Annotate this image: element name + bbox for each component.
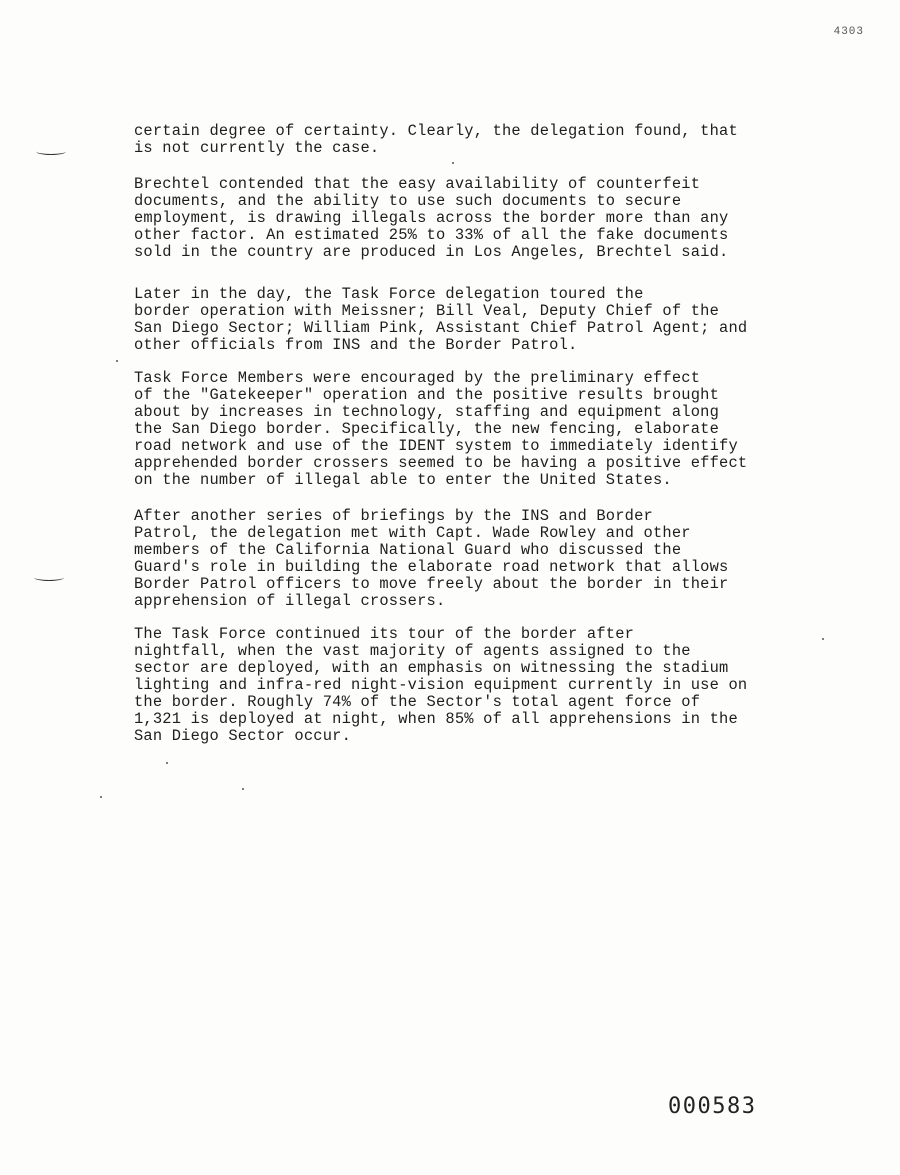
scan-speck: [452, 162, 454, 164]
scan-speck: [100, 796, 102, 798]
paragraph-counterfeit-documents: Brechtel contended that the easy availability of counterfeit documents, and the ability to use such documents to secure employment, is drawing illegals across the border more than any other factor. An estimated 25% to 33% of all the fake documents sold in the country are produced in Los Angeles, Brechtel said.: [134, 175, 729, 261]
scan-speck: [116, 360, 118, 362]
scan-speck: [166, 762, 168, 764]
paragraph-border-tour: Later in the day, the Task Force delegation toured the border operation with Meissner; Bill Veal, Deputy Chief of the San Diego Sector; William Pink, Assistant Chief Patrol Agent; and other officials from INS and the Border Patrol.: [134, 285, 748, 354]
bates-number: 000583: [668, 1094, 757, 1119]
margin-mark: [34, 574, 64, 581]
scan-speck: [242, 788, 244, 790]
paragraph-night-tour: The Task Force continued its tour of the border after nightfall, when the vast majority of agents assigned to the sector are deployed, with an emphasis on witnessing the stadium lighting and infra-red night-vision equipment currently in use on the border. Roughly 74% of the Sector's total agent force of 1,321 is deployed at night, when 85% of all apprehensions in the San Diego Sector occur.: [134, 625, 748, 745]
paragraph-certainty: certain degree of certainty. Clearly, the delegation found, that is not currently the case.: [134, 122, 738, 157]
margin-mark: [36, 148, 66, 155]
paragraph-national-guard: After another series of briefings by the INS and Border Patrol, the delegation met with Capt. Wade Rowley and other members of the California National Guard who discussed the Guard's role in building the elaborate road network that allows Border Patrol officers to move freely about the border in their apprehension of illegal crossers.: [134, 507, 729, 610]
paragraph-gatekeeper: Task Force Members were encouraged by the preliminary effect of the "Gatekeeper" operation and the positive results brought about by increases in technology, staffing and equipment along the San Diego border. Specifically, the new fencing, elaborate road network and use of the IDENT system to immediately identify apprehended border crossers seemed to be having a positive effect on the number of illegal able to enter the United States.: [134, 369, 748, 489]
page-reference-mark: 4303: [833, 26, 864, 38]
